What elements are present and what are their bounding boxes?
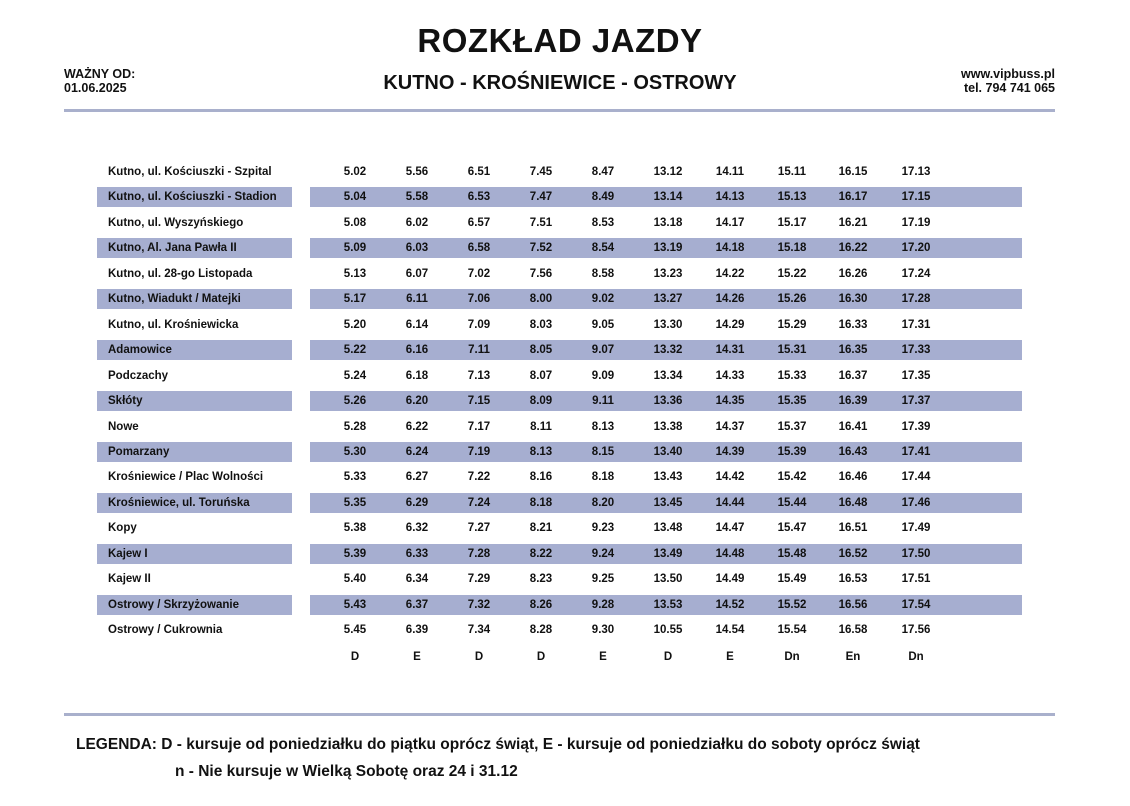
departure-time: 9.25	[591, 573, 615, 586]
day-code: Dn	[784, 650, 800, 663]
departure-time: 15.26	[777, 293, 807, 306]
stop-name: Kutno, Al. Jana Pawła II	[108, 242, 237, 255]
stop-name: Nowe	[108, 420, 139, 433]
departure-time: 15.33	[777, 369, 807, 382]
departure-time: 15.42	[777, 471, 807, 484]
departure-time: 5.17	[343, 293, 367, 306]
departure-time: 5.35	[343, 496, 367, 509]
departure-time: 16.33	[838, 318, 868, 331]
departure-time: 5.40	[343, 573, 367, 586]
departure-time: 8.18	[529, 496, 553, 509]
stop-name: Skłóty	[108, 395, 143, 408]
departure-time: 16.56	[838, 598, 868, 611]
departure-time: 8.15	[591, 445, 615, 458]
departure-time: 14.49	[715, 573, 745, 586]
table-row	[0, 340, 1130, 360]
departure-time: 7.29	[467, 573, 491, 586]
departure-time: 8.13	[591, 420, 615, 433]
departure-time: 6.18	[405, 369, 429, 382]
departure-time: 8.58	[591, 267, 615, 280]
departure-time: 13.19	[653, 242, 683, 255]
departure-time: 14.31	[715, 344, 745, 357]
departure-time: 16.21	[838, 216, 868, 229]
departure-time: 14.48	[715, 547, 745, 560]
departure-time: 6.39	[405, 624, 429, 637]
stop-name: Podczachy	[108, 369, 169, 382]
departure-time: 13.32	[653, 344, 683, 357]
departure-time: 6.57	[467, 216, 491, 229]
stop-name: Kutno, Wiadukt / Matejki	[108, 293, 241, 306]
departure-time: 15.31	[777, 344, 807, 357]
departure-time: 15.11	[777, 166, 807, 178]
departure-time: 14.37	[715, 420, 745, 433]
departure-time: 16.22	[838, 242, 868, 255]
departure-time: 9.23	[591, 522, 615, 535]
departure-time: 7.15	[467, 395, 491, 408]
departure-time: 9.05	[591, 318, 615, 331]
departure-time: 7.17	[467, 420, 491, 433]
departure-time: 8.54	[591, 242, 615, 255]
departure-time: 15.54	[777, 624, 807, 637]
departure-time: 6.37	[405, 598, 429, 611]
day-code: En	[845, 650, 861, 663]
table-row	[0, 391, 1130, 411]
departure-time: 17.50	[901, 547, 931, 560]
departure-time: 7.02	[467, 267, 491, 280]
departure-time: 17.46	[901, 496, 931, 509]
stop-name: Krośniewice / Plac Wolności	[108, 471, 264, 484]
departure-time: 9.28	[591, 598, 615, 611]
departure-time: 16.35	[838, 344, 868, 357]
departure-time: 5.33	[343, 471, 367, 484]
table-row	[0, 518, 1130, 538]
departure-time: 5.43	[343, 598, 367, 611]
footer-divider	[64, 713, 1055, 716]
departure-time: 15.47	[777, 522, 807, 535]
departure-time: 5.45	[343, 624, 367, 637]
departure-time: 8.49	[591, 191, 615, 204]
departure-time: 14.17	[715, 216, 745, 229]
departure-time: 8.28	[529, 624, 553, 637]
departure-time: 5.26	[343, 395, 367, 408]
page-title: ROZKŁAD JAZDY	[417, 22, 703, 59]
departure-time: 6.16	[405, 344, 429, 357]
departure-time: 7.27	[467, 522, 491, 535]
departure-time: 7.22	[467, 471, 491, 484]
departure-time: 7.56	[529, 267, 553, 280]
departure-time: 17.54	[901, 598, 931, 611]
day-code: D	[350, 650, 360, 663]
departure-time: 6.03	[405, 242, 429, 255]
departure-time: 17.15	[901, 191, 931, 204]
departure-time: 17.44	[901, 471, 931, 484]
day-code: D	[536, 650, 546, 663]
departure-time: 7.19	[467, 445, 491, 458]
departure-time: 13.53	[653, 598, 683, 611]
departure-time: 9.24	[591, 547, 615, 560]
departure-time: 7.47	[529, 191, 553, 204]
departure-time: 7.09	[467, 318, 491, 331]
departure-time: 15.29	[777, 318, 807, 331]
departure-time: 14.44	[715, 496, 745, 509]
departure-time: 7.32	[467, 598, 491, 611]
departure-time: 14.13	[715, 191, 745, 204]
departure-time: 7.06	[467, 293, 491, 306]
departure-time: 15.52	[777, 598, 807, 611]
table-row	[0, 289, 1130, 309]
departure-time: 15.39	[777, 445, 807, 458]
departure-time: 9.11	[592, 395, 614, 408]
departure-time: 7.52	[529, 242, 553, 255]
departure-time: 6.11	[406, 293, 428, 306]
departure-time: 14.26	[715, 293, 745, 306]
departure-time: 13.27	[653, 293, 683, 306]
departure-time: 5.24	[343, 369, 367, 382]
day-code: D	[663, 650, 673, 663]
departure-time: 7.24	[467, 496, 491, 509]
departure-time: 10.55	[653, 624, 683, 637]
departure-time: 8.13	[529, 445, 553, 458]
departure-time: 5.39	[343, 547, 367, 560]
departure-time: 6.53	[467, 191, 491, 204]
departure-time: 17.13	[901, 166, 931, 178]
day-code: Dn	[908, 650, 924, 663]
departure-time: 15.44	[777, 496, 807, 509]
departure-time: 6.34	[405, 573, 429, 586]
departure-time: 16.52	[838, 547, 868, 560]
departure-time: 5.56	[405, 166, 429, 178]
departure-time: 8.11	[530, 420, 552, 433]
departure-time: 5.04	[343, 191, 367, 204]
table-row	[0, 493, 1130, 513]
table-row	[0, 238, 1130, 258]
departure-time: 16.41	[838, 420, 868, 433]
departure-time: 14.18	[715, 242, 745, 255]
legend-line-2: n - Nie kursuje w Wielką Sobotę oraz 24 i 31.12	[175, 763, 518, 780]
departure-time: 8.18	[591, 471, 615, 484]
departure-time: 16.37	[838, 369, 868, 382]
departure-time: 9.30	[591, 624, 615, 637]
table-row	[0, 595, 1130, 615]
departure-time: 13.14	[653, 191, 683, 204]
table-row	[0, 264, 1130, 284]
departure-time: 13.36	[653, 395, 683, 408]
departure-time: 16.15	[838, 166, 868, 178]
departure-time: 17.19	[901, 216, 931, 229]
departure-time: 14.47	[715, 522, 745, 535]
departure-time: 13.49	[653, 547, 683, 560]
departure-time: 5.28	[343, 420, 367, 433]
departure-time: 9.09	[591, 369, 615, 382]
departure-time: 6.07	[405, 267, 429, 280]
departure-time: 17.51	[901, 573, 931, 586]
website-link[interactable]: www.vipbuss.pl	[961, 67, 1055, 81]
departure-time: 17.33	[901, 344, 931, 357]
departure-time: 15.17	[777, 216, 807, 229]
stop-name: Kutno, ul. Kościuszki - Stadion	[108, 191, 277, 204]
stop-name: Kajew II	[108, 573, 151, 586]
departure-time: 5.13	[343, 267, 367, 280]
departure-time: 15.48	[777, 547, 807, 560]
departure-time: 8.53	[591, 216, 615, 229]
departure-time: 5.22	[343, 344, 367, 357]
departure-time: 13.38	[653, 420, 683, 433]
departure-time: 14.54	[715, 624, 745, 637]
departure-time: 13.50	[653, 573, 683, 586]
departure-time: 6.29	[405, 496, 429, 509]
departure-time: 14.42	[715, 471, 745, 484]
departure-time: 8.00	[529, 293, 553, 306]
departure-time: 13.34	[653, 369, 683, 382]
stop-name: Kutno, ul. Krośniewicka	[108, 318, 239, 331]
departure-time: 13.43	[653, 471, 683, 484]
departure-time: 8.09	[529, 395, 553, 408]
departure-time: 7.11	[468, 344, 490, 357]
departure-time: 16.51	[838, 522, 868, 535]
departure-time: 8.05	[529, 344, 553, 357]
stop-name: Ostrowy / Cukrownia	[108, 624, 223, 637]
departure-time: 6.32	[405, 522, 429, 535]
stop-name: Pomarzany	[108, 445, 170, 458]
departure-time: 6.33	[405, 547, 429, 560]
day-code: E	[726, 650, 734, 663]
departure-time: 13.48	[653, 522, 683, 535]
departure-time: 14.11	[715, 166, 745, 178]
departure-time: 8.16	[529, 471, 553, 484]
departure-time: 17.37	[901, 395, 931, 408]
stop-name: Adamowice	[108, 344, 172, 357]
valid-label: WAŻNY OD:	[64, 67, 136, 81]
departure-time: 16.39	[838, 395, 868, 408]
stop-name: Kutno, ul. Wyszyńskiego	[108, 216, 244, 229]
departure-time: 15.18	[777, 242, 807, 255]
table-row	[0, 417, 1130, 437]
departure-time: 8.22	[529, 547, 553, 560]
departure-time: 15.49	[777, 573, 807, 586]
departure-time: 17.49	[901, 522, 931, 535]
departure-time: 7.28	[467, 547, 491, 560]
departure-time: 9.07	[591, 344, 615, 357]
departure-time: 8.47	[591, 166, 615, 178]
departure-time: 6.14	[405, 318, 429, 331]
departure-time: 16.30	[838, 293, 868, 306]
departure-time: 13.23	[653, 267, 683, 280]
departure-time: 17.56	[901, 624, 931, 637]
departure-time: 6.24	[405, 445, 429, 458]
stop-name: Ostrowy / Skrzyżowanie	[108, 598, 240, 611]
departure-time: 17.39	[901, 420, 931, 433]
departure-time: 15.13	[777, 191, 807, 204]
departure-time: 15.22	[777, 267, 807, 280]
departure-time: 5.58	[405, 191, 429, 204]
table-row	[0, 467, 1130, 487]
table-row	[0, 544, 1130, 564]
departure-time: 5.38	[343, 522, 367, 535]
departure-time: 13.12	[653, 166, 683, 178]
departure-time: 14.39	[715, 445, 745, 458]
stop-name: Kopy	[108, 522, 137, 535]
departure-time: 6.51	[467, 166, 491, 178]
departure-time: 17.20	[901, 242, 931, 255]
departure-time: 8.23	[529, 573, 553, 586]
departure-time: 16.43	[838, 445, 868, 458]
stop-name: Kutno, ul. Kościuszki - Szpital	[108, 166, 272, 178]
table-row	[0, 315, 1130, 335]
departure-time: 14.29	[715, 318, 745, 331]
departure-time: 6.20	[405, 395, 429, 408]
departure-time: 13.40	[653, 445, 683, 458]
departure-time: 14.52	[715, 598, 745, 611]
table-row	[0, 569, 1130, 589]
departure-time: 7.34	[467, 624, 491, 637]
day-code: E	[413, 650, 421, 663]
departure-time: 17.35	[901, 369, 931, 382]
departure-time: 13.45	[653, 496, 683, 509]
departure-time: 7.51	[529, 216, 553, 229]
departure-time: 14.22	[715, 267, 745, 280]
departure-time: 6.02	[405, 216, 429, 229]
departure-time: 6.58	[467, 242, 491, 255]
departure-time: 17.24	[901, 267, 931, 280]
departure-time: 7.13	[467, 369, 491, 382]
departure-time: 8.21	[529, 522, 553, 535]
table-row	[0, 213, 1130, 233]
departure-time: 5.20	[343, 318, 367, 331]
day-codes-row	[0, 647, 1130, 667]
phone-number: tel. 794 741 065	[963, 81, 1055, 95]
stop-name: Kajew I	[108, 547, 148, 560]
table-row	[0, 442, 1130, 462]
departure-time: 5.09	[343, 242, 367, 255]
route-title: KUTNO - KROŚNIEWICE - OSTROWY	[383, 72, 737, 94]
departure-time: 17.31	[901, 318, 931, 331]
day-code: D	[474, 650, 484, 663]
stop-name: Krośniewice, ul. Toruńska	[108, 496, 250, 509]
departure-time: 17.41	[901, 445, 931, 458]
departure-time: 5.08	[343, 216, 367, 229]
stop-name: Kutno, ul. 28-go Listopada	[108, 267, 253, 280]
valid-date: 01.06.2025	[64, 81, 127, 95]
departure-time: 5.30	[343, 445, 367, 458]
departure-time: 8.20	[591, 496, 615, 509]
table-row	[0, 620, 1130, 640]
departure-time: 16.26	[838, 267, 868, 280]
departure-time: 8.26	[529, 598, 553, 611]
departure-time: 13.18	[653, 216, 683, 229]
departure-time: 13.30	[653, 318, 683, 331]
departure-time: 8.07	[529, 369, 553, 382]
departure-time: 7.45	[529, 166, 553, 178]
departure-time: 8.03	[529, 318, 553, 331]
table-row	[0, 162, 1130, 182]
departure-time: 17.28	[901, 293, 931, 306]
departure-time: 14.33	[715, 369, 745, 382]
departure-time: 5.02	[343, 166, 367, 178]
day-code: E	[599, 650, 607, 663]
table-row	[0, 366, 1130, 386]
departure-time: 15.35	[777, 395, 807, 408]
departure-time: 9.02	[591, 293, 615, 306]
departure-time: 6.22	[405, 420, 429, 433]
departure-time: 16.48	[838, 496, 868, 509]
departure-time: 15.37	[777, 420, 807, 433]
departure-time: 14.35	[715, 395, 745, 408]
departure-time: 16.53	[838, 573, 868, 586]
departure-time: 6.27	[405, 471, 429, 484]
table-row	[0, 187, 1130, 207]
departure-time: 16.58	[838, 624, 868, 637]
departure-time: 16.46	[838, 471, 868, 484]
legend-line-1: LEGENDA: D - kursuje od poniedziałku do piątku oprócz świąt, E - kursuje od poniedziałku do soboty oprócz świąt	[76, 736, 920, 753]
departure-time: 16.17	[838, 191, 868, 204]
